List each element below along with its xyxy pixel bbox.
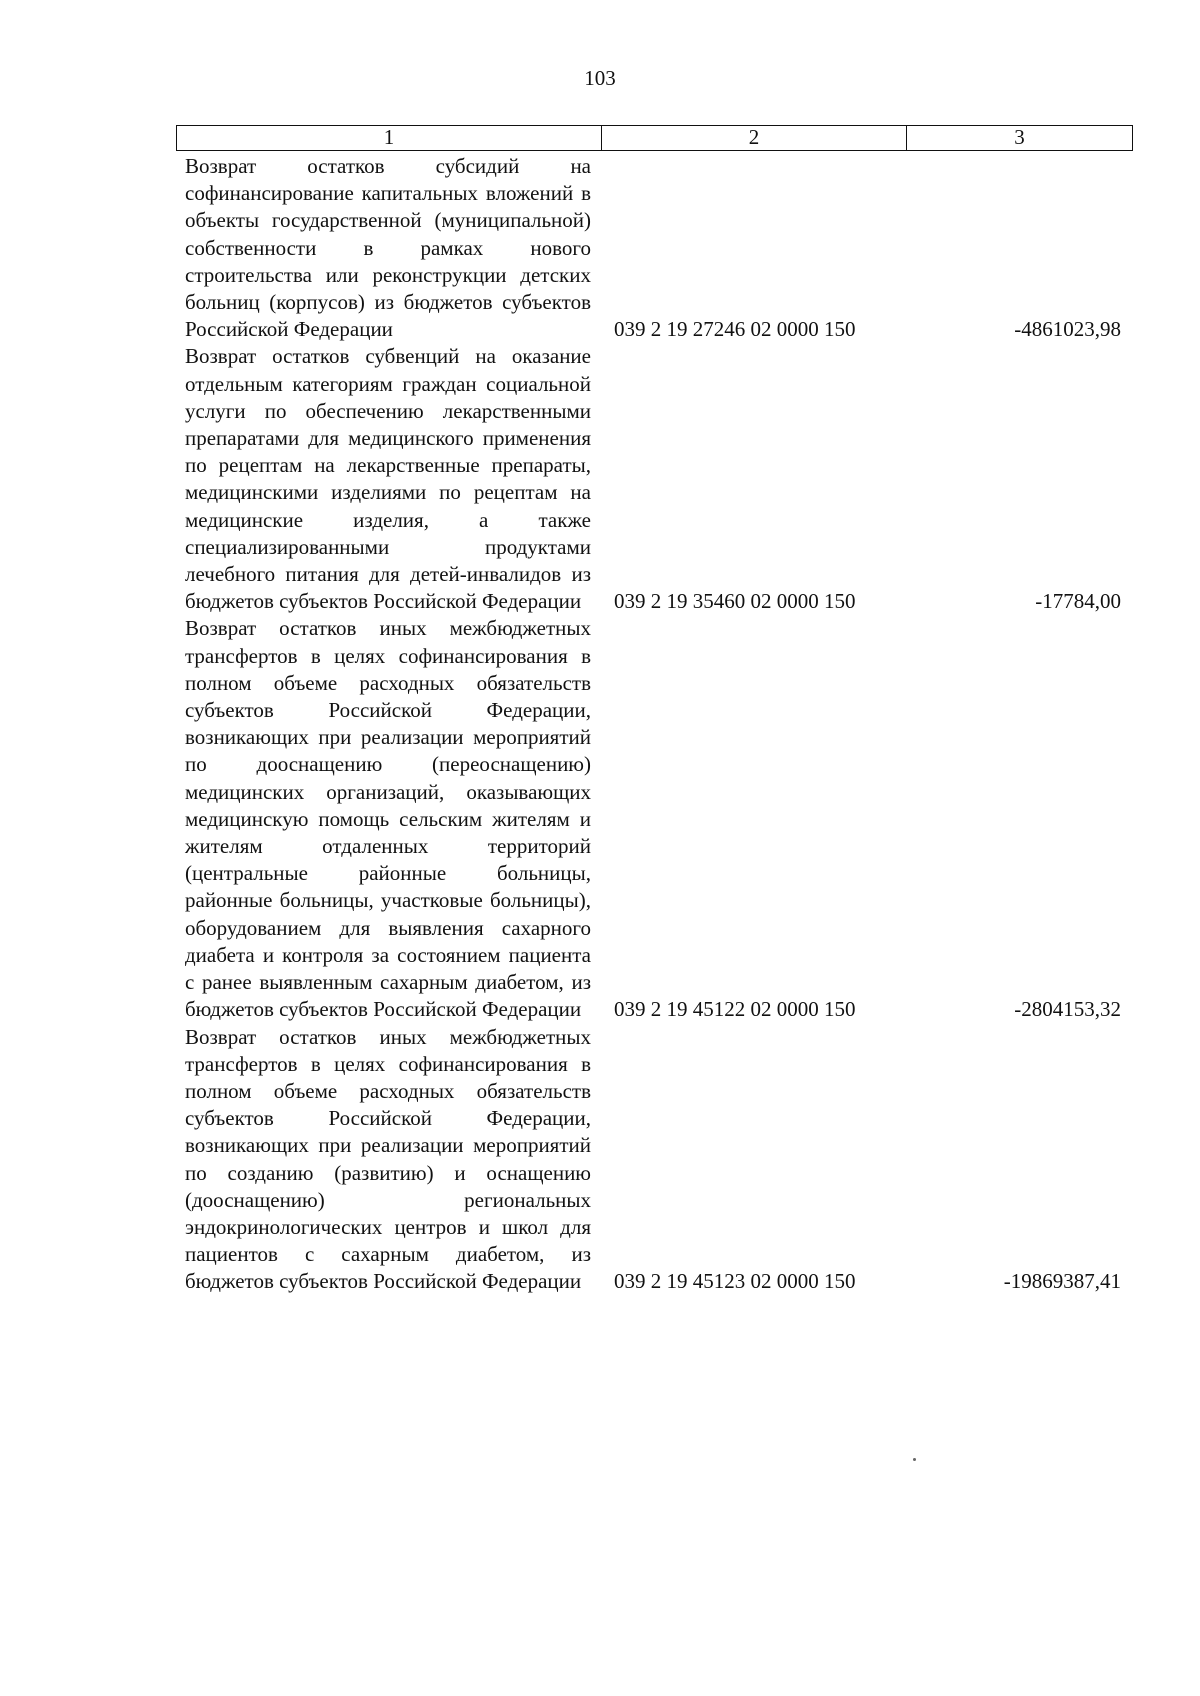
table-row [0,1024,1200,1296]
row-description: Возврат остатков иных межбюджетных трансфертов в целях софинансирования в полном объеме расходных обязательств субъектов Российской Федерации, возникающих при реализации мероприятий по дооснащению (переоснащению) медицинских организаций, оказывающих медицинскую помощь сельским жителям и жителям отдаленных территорий (центральные районные больницы, районные больницы, участковые больницы), оборудованием для выявления сахарного диабета и контроля за состоянием пациента с ранее выявленным сахарным диабетом, из бюджетов субъектов Российской Федерации [185,616,591,1022]
row-amount: -2804153,32 [1014,997,1121,1022]
row-code: 039 2 19 27246 02 0000 150 [614,317,856,342]
scan-speck [913,1458,916,1461]
row-description: Возврат остатков субвенций на оказание отдельным категориям граждан социальной услуги по обеспечению лекарственными препаратами для медицинского применения по рецептам на лекарственные препараты, медицинскими изделиями по рецептам на медицинские изделия, а также специализированными продуктами лечебного питания для детей-инвалидов из бюджетов субъектов Российской Федерации [185,344,591,614]
row-code: 039 2 19 45123 02 0000 150 [614,1269,856,1294]
row-amount: -19869387,41 [1003,1269,1121,1294]
row-code: 039 2 19 45122 02 0000 150 [614,997,856,1022]
header-col-2: 2 [602,126,907,150]
table-row [0,153,1200,343]
table-row [0,615,1200,1023]
table-body [0,153,1200,1296]
page-number: 103 [584,66,616,90]
row-amount: -17784,00 [1035,589,1121,614]
row-description: Возврат остатков иных межбюджетных трансфертов в целях софинансирования в полном объеме расходных обязательств субъектов Российской Федерации, возникающих при реализации мероприятий по созданию (развитию) и оснащению (дооснащению) региональных эндокринологических центров и школ для пациентов с сахарным диабетом, из бюджетов субъектов Российской Федерации [185,1024,591,1294]
table-row [0,343,1200,615]
header-col-3: 3 [1014,125,1025,149]
header-col-1: 1 [177,126,602,150]
table-header [176,125,1133,151]
row-code: 039 2 19 35460 02 0000 150 [614,589,856,614]
row-amount: -4861023,98 [1014,317,1121,342]
row-description: Возврат остатков субсидий на софинансирование капитальных вложений в объекты государственной (муниципальной) собственности в рамках нового строительства или реконструкции детских больниц (корпусов) из бюджетов субъектов Российской Федерации [185,154,591,342]
